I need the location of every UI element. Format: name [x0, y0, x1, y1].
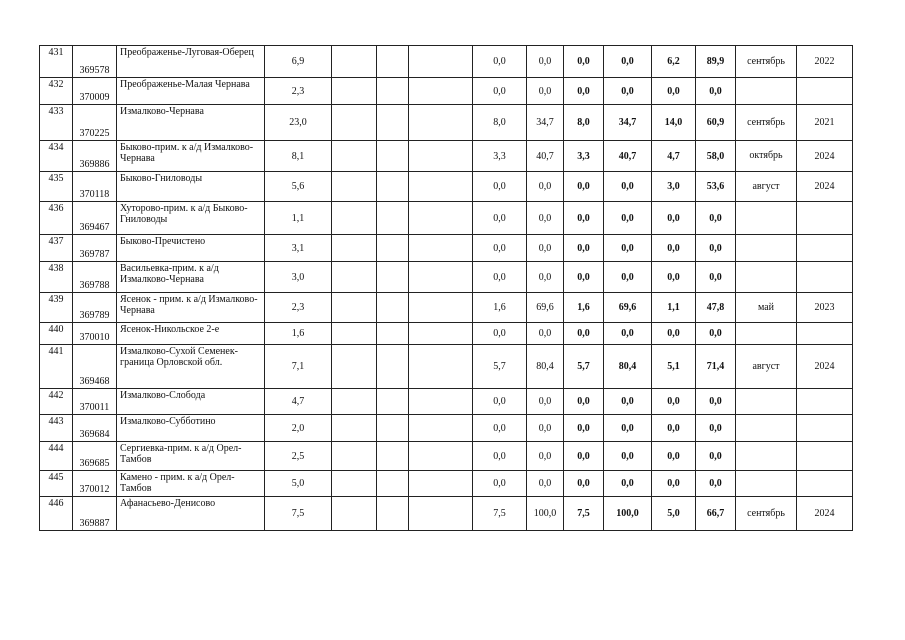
value-1: 0,0: [473, 202, 527, 235]
empty-cell: [332, 497, 377, 531]
repair-year: 2024: [797, 141, 853, 172]
value-3: 7,5: [564, 497, 604, 531]
value-1: 0,0: [473, 46, 527, 78]
value-4: 34,7: [604, 105, 652, 141]
value-3: 0,0: [564, 323, 604, 345]
value-2: 80,4: [527, 345, 564, 389]
value-6: 58,0: [696, 141, 736, 172]
value-2: 34,7: [527, 105, 564, 141]
value-2: 0,0: [527, 235, 564, 262]
table-row: [40, 235, 853, 262]
row-number: 446: [40, 497, 73, 531]
road-code: 370225: [73, 105, 117, 141]
value-5: 3,0: [652, 172, 696, 202]
empty-cell: [332, 46, 377, 78]
empty-cell: [377, 442, 409, 471]
repair-year: 2024: [797, 345, 853, 389]
value-4: 0,0: [604, 389, 652, 415]
value-2: 0,0: [527, 471, 564, 497]
value-4: 0,0: [604, 442, 652, 471]
row-number: 431: [40, 46, 73, 78]
value-5: 0,0: [652, 389, 696, 415]
value-3: 0,0: [564, 46, 604, 78]
value-5: 0,0: [652, 471, 696, 497]
value-5: 4,7: [652, 141, 696, 172]
road-length: 23,0: [265, 105, 332, 141]
repair-month: май: [736, 293, 797, 323]
empty-cell: [409, 389, 473, 415]
road-name: Преображенье-Луговая-Оберец: [117, 46, 265, 78]
road-name: Ясенок - прим. к а/д Измалково-Чернава: [117, 293, 265, 323]
repair-month: [736, 262, 797, 293]
value-3: 3,3: [564, 141, 604, 172]
value-1: 0,0: [473, 262, 527, 293]
empty-cell: [409, 442, 473, 471]
table-row: [40, 46, 853, 78]
table-row: [40, 323, 853, 345]
repair-month: [736, 78, 797, 105]
table-row: [40, 415, 853, 442]
value-4: 0,0: [604, 235, 652, 262]
road-code: 370009: [73, 78, 117, 105]
empty-cell: [332, 323, 377, 345]
table-row: [40, 471, 853, 497]
road-code: 370118: [73, 172, 117, 202]
repair-year: [797, 389, 853, 415]
value-1: 0,0: [473, 415, 527, 442]
road-code: 369887: [73, 497, 117, 531]
empty-cell: [332, 202, 377, 235]
value-1: 0,0: [473, 442, 527, 471]
empty-cell: [377, 202, 409, 235]
value-2: 0,0: [527, 442, 564, 471]
value-3: 5,7: [564, 345, 604, 389]
road-name: Измалково-Чернава: [117, 105, 265, 141]
empty-cell: [377, 141, 409, 172]
road-length: 2,3: [265, 78, 332, 105]
value-5: 14,0: [652, 105, 696, 141]
empty-cell: [377, 293, 409, 323]
road-name: Измалково-Субботино: [117, 415, 265, 442]
repair-year: [797, 471, 853, 497]
repair-year: [797, 442, 853, 471]
table-row: [40, 389, 853, 415]
road-name: Ясенок-Никольское 2-е: [117, 323, 265, 345]
empty-cell: [332, 105, 377, 141]
empty-cell: [409, 235, 473, 262]
table-row: [40, 293, 853, 323]
empty-cell: [377, 497, 409, 531]
value-1: 0,0: [473, 78, 527, 105]
value-6: 0,0: [696, 471, 736, 497]
table-row: [40, 202, 853, 235]
table-row: [40, 172, 853, 202]
value-6: 71,4: [696, 345, 736, 389]
value-1: 3,3: [473, 141, 527, 172]
road-code: 369468: [73, 345, 117, 389]
empty-cell: [409, 323, 473, 345]
value-3: 0,0: [564, 202, 604, 235]
road-length: 2,0: [265, 415, 332, 442]
repair-month: сентябрь: [736, 105, 797, 141]
repair-year: 2024: [797, 497, 853, 531]
road-code: 369787: [73, 235, 117, 262]
road-code: 370012: [73, 471, 117, 497]
empty-cell: [409, 46, 473, 78]
repair-month: сентябрь: [736, 497, 797, 531]
value-6: 0,0: [696, 202, 736, 235]
value-4: 80,4: [604, 345, 652, 389]
value-4: 0,0: [604, 46, 652, 78]
empty-cell: [332, 345, 377, 389]
empty-cell: [377, 172, 409, 202]
value-1: 5,7: [473, 345, 527, 389]
road-code: 370011: [73, 389, 117, 415]
value-1: 1,6: [473, 293, 527, 323]
value-2: 0,0: [527, 415, 564, 442]
row-number: 444: [40, 442, 73, 471]
value-4: 0,0: [604, 78, 652, 105]
repair-month: [736, 323, 797, 345]
road-name: Быково-Гниловоды: [117, 172, 265, 202]
empty-cell: [409, 415, 473, 442]
road-length: 6,9: [265, 46, 332, 78]
repair-month: [736, 415, 797, 442]
row-number: 437: [40, 235, 73, 262]
value-3: 1,6: [564, 293, 604, 323]
road-data-table: [39, 45, 853, 531]
row-number: 441: [40, 345, 73, 389]
road-name: Хуторово-прим. к а/д Быково-Гниловоды: [117, 202, 265, 235]
empty-cell: [409, 293, 473, 323]
value-4: 0,0: [604, 415, 652, 442]
value-5: 0,0: [652, 442, 696, 471]
empty-cell: [377, 345, 409, 389]
value-2: 0,0: [527, 262, 564, 293]
value-4: 0,0: [604, 471, 652, 497]
road-length: 3,0: [265, 262, 332, 293]
repair-year: 2024: [797, 172, 853, 202]
empty-cell: [409, 78, 473, 105]
value-3: 0,0: [564, 172, 604, 202]
empty-cell: [409, 471, 473, 497]
value-2: 40,7: [527, 141, 564, 172]
repair-year: [797, 415, 853, 442]
value-2: 0,0: [527, 323, 564, 345]
value-1: 7,5: [473, 497, 527, 531]
repair-month: [736, 235, 797, 262]
empty-cell: [409, 262, 473, 293]
repair-month: октябрь: [736, 141, 797, 172]
empty-cell: [409, 497, 473, 531]
road-length: 3,1: [265, 235, 332, 262]
value-3: 0,0: [564, 471, 604, 497]
repair-year: [797, 202, 853, 235]
value-6: 0,0: [696, 389, 736, 415]
road-name: Быково-Пречистено: [117, 235, 265, 262]
empty-cell: [377, 78, 409, 105]
value-3: 0,0: [564, 235, 604, 262]
row-number: 432: [40, 78, 73, 105]
road-length: 7,5: [265, 497, 332, 531]
value-3: 0,0: [564, 78, 604, 105]
value-5: 5,0: [652, 497, 696, 531]
road-length: 7,1: [265, 345, 332, 389]
repair-year: 2022: [797, 46, 853, 78]
value-2: 0,0: [527, 46, 564, 78]
value-6: 89,9: [696, 46, 736, 78]
repair-month: [736, 389, 797, 415]
road-name: Измалково-Слобода: [117, 389, 265, 415]
value-4: 69,6: [604, 293, 652, 323]
empty-cell: [409, 345, 473, 389]
value-1: 0,0: [473, 235, 527, 262]
empty-cell: [332, 235, 377, 262]
empty-cell: [377, 105, 409, 141]
value-6: 0,0: [696, 415, 736, 442]
table-row: [40, 497, 853, 531]
table-row: [40, 105, 853, 141]
row-number: 435: [40, 172, 73, 202]
value-4: 0,0: [604, 262, 652, 293]
value-6: 0,0: [696, 262, 736, 293]
value-4: 0,0: [604, 172, 652, 202]
empty-cell: [377, 389, 409, 415]
repair-year: [797, 235, 853, 262]
road-length: 2,5: [265, 442, 332, 471]
value-6: 53,6: [696, 172, 736, 202]
repair-month: [736, 202, 797, 235]
row-number: 445: [40, 471, 73, 497]
road-code: 369789: [73, 293, 117, 323]
empty-cell: [332, 141, 377, 172]
value-1: 8,0: [473, 105, 527, 141]
road-name: Камено - прим. к а/д Орел-Тамбов: [117, 471, 265, 497]
road-code: 369467: [73, 202, 117, 235]
value-4: 0,0: [604, 202, 652, 235]
value-2: 69,6: [527, 293, 564, 323]
repair-year: 2023: [797, 293, 853, 323]
repair-year: [797, 78, 853, 105]
table-body: [40, 46, 853, 531]
empty-cell: [332, 78, 377, 105]
road-length: 5,0: [265, 471, 332, 497]
row-number: 436: [40, 202, 73, 235]
value-5: 0,0: [652, 202, 696, 235]
value-6: 0,0: [696, 323, 736, 345]
value-4: 0,0: [604, 323, 652, 345]
road-name: Васильевка-прим. к а/д Измалково-Чернава: [117, 262, 265, 293]
road-length: 8,1: [265, 141, 332, 172]
value-2: 100,0: [527, 497, 564, 531]
road-length: 1,1: [265, 202, 332, 235]
value-6: 66,7: [696, 497, 736, 531]
empty-cell: [332, 293, 377, 323]
value-5: 0,0: [652, 323, 696, 345]
repair-year: [797, 323, 853, 345]
value-5: 1,1: [652, 293, 696, 323]
value-1: 0,0: [473, 471, 527, 497]
value-3: 0,0: [564, 442, 604, 471]
value-2: 0,0: [527, 78, 564, 105]
repair-month: [736, 442, 797, 471]
road-code: 370010: [73, 323, 117, 345]
empty-cell: [409, 105, 473, 141]
road-code: 369886: [73, 141, 117, 172]
value-4: 100,0: [604, 497, 652, 531]
value-5: 0,0: [652, 415, 696, 442]
empty-cell: [332, 262, 377, 293]
table-row: [40, 141, 853, 172]
road-name: Быково-прим. к а/д Измалково-Чернава: [117, 141, 265, 172]
empty-cell: [377, 415, 409, 442]
value-3: 8,0: [564, 105, 604, 141]
repair-month: сентябрь: [736, 46, 797, 78]
value-5: 0,0: [652, 78, 696, 105]
value-1: 0,0: [473, 323, 527, 345]
value-2: 0,0: [527, 202, 564, 235]
value-1: 0,0: [473, 172, 527, 202]
table-row: [40, 262, 853, 293]
road-name: Сергиевка-прим. к а/д Орел-Тамбов: [117, 442, 265, 471]
row-number: 440: [40, 323, 73, 345]
empty-cell: [332, 471, 377, 497]
road-name: Афанасьево-Денисово: [117, 497, 265, 531]
value-6: 0,0: [696, 78, 736, 105]
empty-cell: [377, 46, 409, 78]
road-length: 5,6: [265, 172, 332, 202]
value-5: 5,1: [652, 345, 696, 389]
table-row: [40, 345, 853, 389]
repair-month: август: [736, 172, 797, 202]
value-5: 0,0: [652, 262, 696, 293]
road-length: 1,6: [265, 323, 332, 345]
road-code: 369685: [73, 442, 117, 471]
empty-cell: [332, 442, 377, 471]
empty-cell: [409, 202, 473, 235]
road-code: 369684: [73, 415, 117, 442]
value-6: 0,0: [696, 235, 736, 262]
value-3: 0,0: [564, 415, 604, 442]
value-5: 6,2: [652, 46, 696, 78]
value-6: 47,8: [696, 293, 736, 323]
empty-cell: [409, 141, 473, 172]
road-name: Измалково-Сухой Семенек-граница Орловской обл.: [117, 345, 265, 389]
row-number: 443: [40, 415, 73, 442]
empty-cell: [409, 172, 473, 202]
repair-year: 2021: [797, 105, 853, 141]
value-2: 0,0: [527, 389, 564, 415]
repair-month: [736, 471, 797, 497]
row-number: 434: [40, 141, 73, 172]
value-1: 0,0: [473, 389, 527, 415]
value-3: 0,0: [564, 389, 604, 415]
repair-year: [797, 262, 853, 293]
road-length: 2,3: [265, 293, 332, 323]
row-number: 442: [40, 389, 73, 415]
table-row: [40, 442, 853, 471]
repair-month: август: [736, 345, 797, 389]
row-number: 439: [40, 293, 73, 323]
empty-cell: [377, 262, 409, 293]
value-6: 0,0: [696, 442, 736, 471]
value-2: 0,0: [527, 172, 564, 202]
row-number: 438: [40, 262, 73, 293]
empty-cell: [377, 235, 409, 262]
row-number: 433: [40, 105, 73, 141]
road-code: 369578: [73, 46, 117, 78]
road-code: 369788: [73, 262, 117, 293]
empty-cell: [377, 323, 409, 345]
road-name: Преображенье-Малая Чернава: [117, 78, 265, 105]
value-4: 40,7: [604, 141, 652, 172]
empty-cell: [332, 172, 377, 202]
road-length: 4,7: [265, 389, 332, 415]
empty-cell: [332, 389, 377, 415]
empty-cell: [332, 415, 377, 442]
value-3: 0,0: [564, 262, 604, 293]
empty-cell: [377, 471, 409, 497]
value-6: 60,9: [696, 105, 736, 141]
table-row: [40, 78, 853, 105]
value-5: 0,0: [652, 235, 696, 262]
